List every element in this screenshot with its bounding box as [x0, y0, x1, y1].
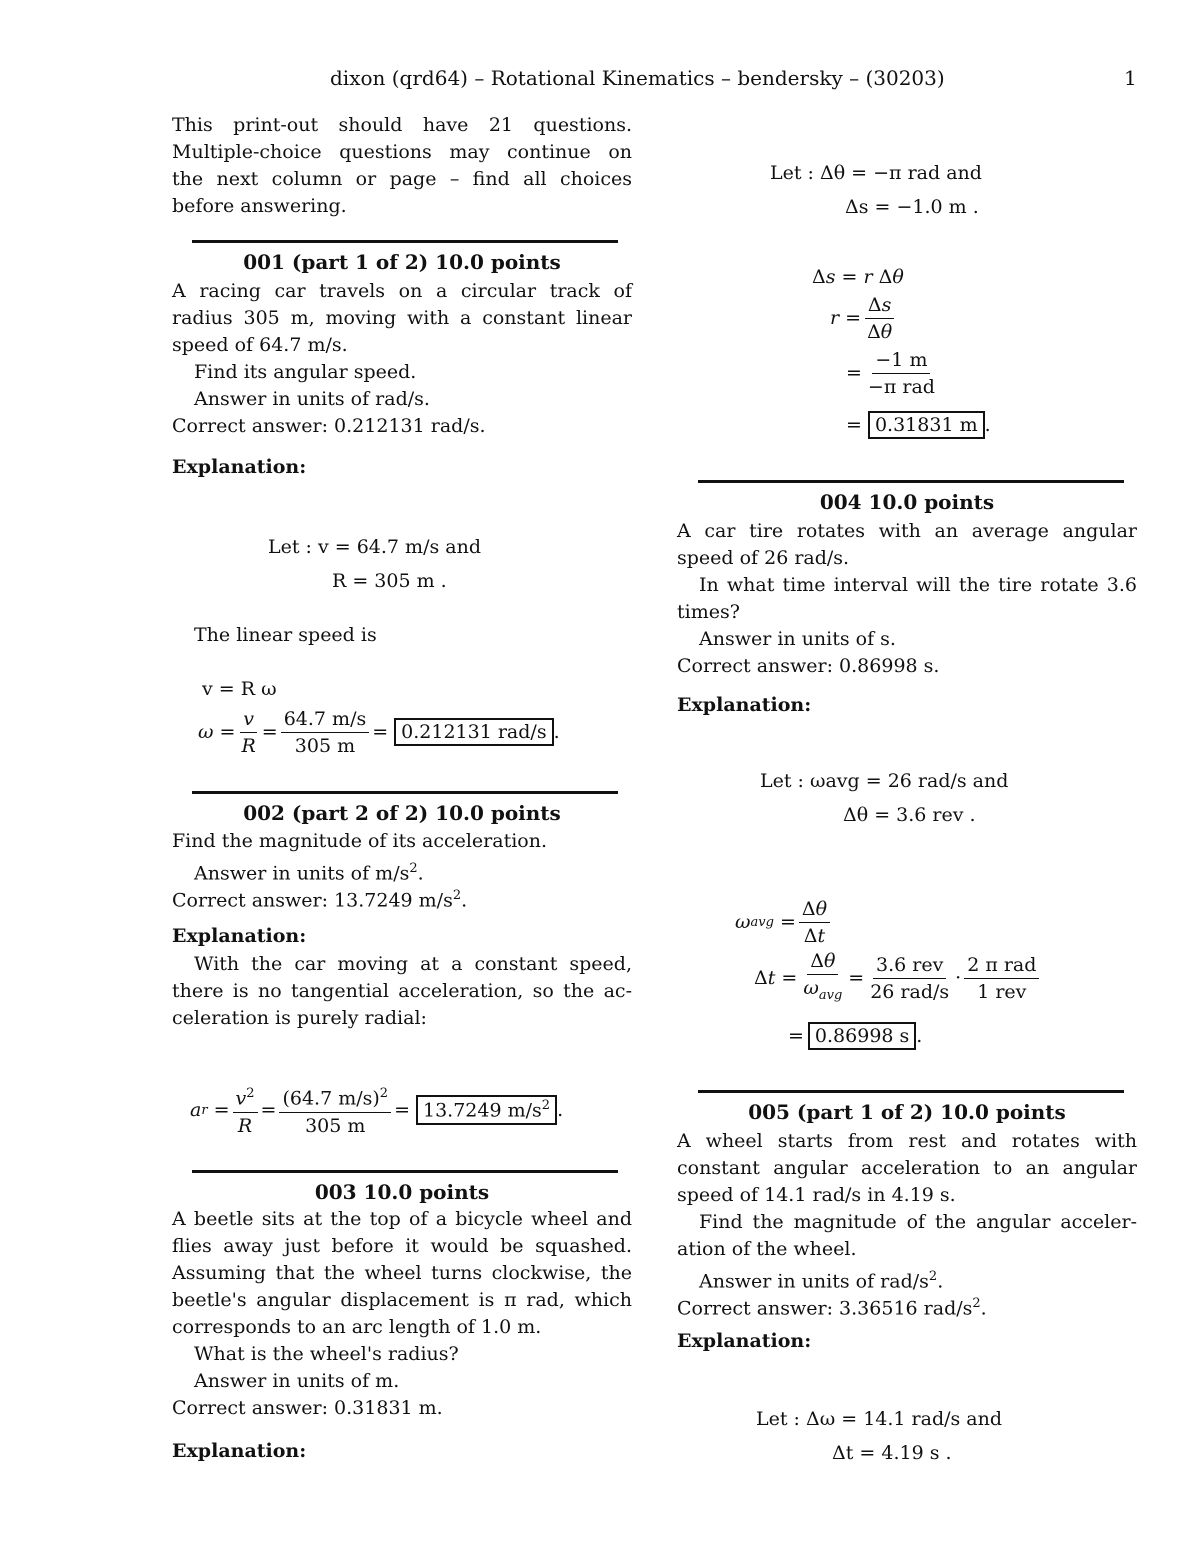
omega-equation: ω = $\frac{v}{R}$ = $\frac{64.7 m/s}{305 m}$ = 0.212131 rad/s .	[198, 707, 560, 757]
question-003: A beetle sits at the top of a bicycle wheel and flies away just before it would be squashed. Assuming that the wheel turns clockwise, the beetle's angular displacement is π rad, which corresponds to an arc length of 1.0 m. What is the wheel's radius? Answer in units of m. Correct answer: 0.31831 m.	[172, 1208, 632, 1419]
explanation-label: Explanation:	[172, 925, 307, 947]
let-line-2: Δs = −1.0 m .	[845, 196, 979, 218]
radius-substitution: = $\frac{-1 m}{\text{−π rad}}$	[846, 348, 935, 398]
equation: Δs = r Δθ	[812, 266, 904, 288]
question-004: A car tire rotates with an average angular speed of 26 rad/s. In what time interval will the tire rotate 3.6 times? Answer in units of s. Correct answer: 0.86998 s.	[677, 520, 1137, 677]
page-header	[0, 66, 1200, 94]
boxed-answer: 0.212131 rad/s	[394, 718, 553, 746]
explanation-label: Explanation:	[172, 456, 307, 478]
question-002: Find the magnitude of its acceleration. Answer in units of $m/s^2$. Correct answer: 13.7249 $m/s^2$.	[172, 830, 548, 912]
equation: v = R ω	[202, 678, 277, 700]
let-line-1: Let : Δθ = −π rad and	[770, 162, 982, 184]
question-heading-003: 003 10.0 points	[314, 1180, 490, 1204]
let-line-2: Δt = 4.19 s .	[832, 1442, 952, 1464]
boxed-answer: 0.31831 m	[868, 411, 985, 439]
question-heading-002: 002 (part 2 of 2) 10.0 points	[243, 801, 561, 825]
let-line-2: R = 305 m .	[332, 570, 447, 592]
divider	[698, 1090, 1124, 1093]
divider	[192, 240, 618, 243]
explanation-002: With the car moving at a constant speed, there is no tangential acceleration, so the ac- celeration is purely radial:	[172, 953, 632, 1029]
explanation-label: Explanation:	[677, 1330, 812, 1352]
header-title: dixon (qrd64) – Rotational Kinematics – bendersky – (30203)	[330, 66, 945, 90]
let-line-1: Let : Δω = 14.1 rad/s and	[756, 1408, 1003, 1430]
let-line-1: Let : v = 64.7 m/s and	[268, 536, 481, 558]
radius-equation: r = $\frac{\Delta s}{\Delta\theta}$	[830, 290, 898, 346]
linear-speed-text: The linear speed is	[194, 624, 377, 646]
boxed-answer: 13.7249 $m/s^2$	[416, 1095, 557, 1124]
question-heading-005: 005 (part 1 of 2) 10.0 points	[748, 1100, 1066, 1124]
omega-avg-equation: ω avg = $\frac{\Delta\theta}{\Delta t}$	[735, 893, 833, 951]
radius-result: = 0.31831 m .	[846, 405, 991, 445]
question-001: A racing car travels on a circular track of radius 305 m, moving with a constant linear speed of 64.7 m/s. Find its angular speed. Answer in units of rad/s. Correct answer: 0.212131 rad/s.	[172, 280, 632, 437]
time-result: = 0.86998 s .	[788, 1016, 922, 1056]
question-005: A wheel starts from rest and rotates with constant angular acceleration to an angular speed of 14.1 rad/s in 4.19 s. Find the magnitude of the angular acceler- ation of the wheel. Answer in units of rad/$s^2$. Correct answer: 3.36516 rad/$s^2$.	[677, 1130, 1137, 1320]
intro: This print-out should have 21 questions. Multiple-choice questions may continue on the next column or page – find all choices before answering.	[172, 114, 632, 217]
divider	[698, 480, 1124, 483]
left-column	[172, 112, 632, 220]
time-equation: Δ t = $\frac{\Delta\theta}{\omega_{avg}}$ = $\frac{\text{3.6 rev}}{\text{26 rad/s}}$ · $\frac{\text{2 π rad}}{\text{1 rev}}$	[754, 948, 1042, 1008]
divider	[192, 791, 618, 794]
let-line-2: Δθ = 3.6 rev .	[843, 804, 976, 826]
question-heading-001: 001 (part 1 of 2) 10.0 points	[243, 250, 561, 274]
explanation-label: Explanation:	[172, 1440, 307, 1462]
question-heading-004: 004 10.0 points	[819, 490, 995, 514]
let-line-1: Let : ωavg = 26 rad/s and	[760, 770, 1009, 792]
explanation-label: Explanation:	[677, 694, 812, 716]
acceleration-equation: a r = $\frac{v^2}{R}$ = $\frac{(64.7 m/s)^2}{305 m}$ = 13.7249 $m/s^2$ .	[190, 1078, 563, 1142]
divider	[192, 1170, 618, 1173]
boxed-answer: 0.86998 s	[808, 1022, 916, 1050]
page-number: 1	[1124, 66, 1137, 90]
